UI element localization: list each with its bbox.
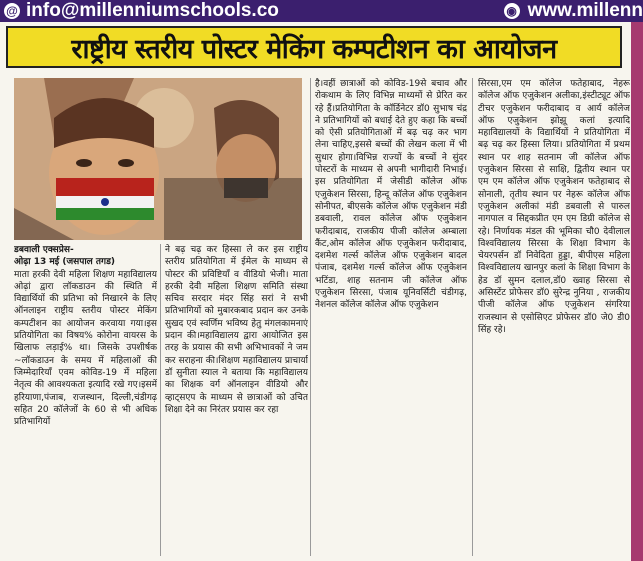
column-divider — [310, 78, 311, 556]
side-strip — [631, 22, 643, 561]
article-photo — [14, 78, 302, 240]
article-column-1 — [14, 244, 157, 556]
contact-bar — [0, 0, 643, 22]
article-column-3 — [315, 78, 467, 556]
column-text: है।वहीं छात्राओं को कोविड-19से बचाव और रोकथाम के लिए विभिन्न माध्यमों से प्रेरित कर रहे हैं।प्रतियोगिता के कॉर्डिनेटर डॉ0 सुभाष चंद्र ने प्रतिभागियों को बधाई देते हुए कहा कि बच्चों को ऐसी प्रतियोगिताओं में बढ़ चढ़ कर भाग लेना चाहिए,इससे बच्चों की लेखन कला में भी सुधार होगा।विभिन्न राज्यों के बच्चों ने सुंदर पोस्टरों के माध्यम से अपनी भागीदारी निभाई। इस प्रतियोगिता में जेसीडी कॉलेज ऑफ एजुकेशन सिरसा, हिन्दू कॉलेज ऑफ एजुकेशन सोनीपत, बीएसके कॉलेज ऑफ एजुकेशन मंडी डबवाली, रावल कॉलेज ऑफ एजुकेशन फरीदाबाद, राजकीय पीजी कॉलेज अम्बाला कैंट,ओम कॉलेज ऑफ एजुकेशन फरीदाबाद, दशमेश गर्ल्स कॉलेज ऑफ एजुकेशन बादल पंजाब, दशमेश गर्ल्स कॉलेज ऑफ एजुकेशन भटिंडा, शाह सतनाम जी कॉलेज ऑफ एजुकेशन सिरसा, पंजाब यूनिवर्सिटी चंडीगढ़, नेशनल कॉलेज कॉलेज ऑफ एजुकेशन — [315, 79, 467, 311]
globe-icon: ◉ — [504, 3, 520, 19]
article-column-4 — [478, 78, 630, 556]
article-column-2 — [165, 244, 308, 556]
byline: डबवाली एक्सप्रेस- — [14, 245, 74, 255]
email-icon: @ — [4, 3, 20, 19]
poster-illustration — [14, 78, 302, 240]
article-headline: राष्ट्रीय स्तरीय पोस्टर मेकिंग कम्पटीशन का आयोजन — [6, 26, 622, 68]
contact-website[interactable]: www.millenn — [527, 0, 643, 21]
column-text: माता हरकी देवी महिला शिक्षण महाविद्यालय ओढ़ां द्वारा लॉकडाउन की स्थिति में विद्यार्थियों की प्रतिभा को निखारने के लिए ऑनलाइन राष्ट्रीय स्तरीय पोस्टर मेकिंग कम्पटीशन का आयोजन करवाया गया।इस प्रतियोगिता का विषय% कोरोना वायरस के खिलाफ लड़ाई% था। जिसके उपशीर्षक ~लॉकडाउन के समय में महिलाओं की जिम्मेदारियाँ एवम कोविड-19 में महिला नेतृत्व की आवश्यकता इत्यादि रखे गए।इसमें हरियाणा,पंजाब, राजस्थान, दिल्ली,चंडीगढ़ सहित 20 कॉलेजों के 60 से भी अधिक प्रतिभागियों — [14, 269, 157, 428]
column-divider — [472, 78, 473, 556]
column-text: सिरसा,एम एम कॉलेज फतेहाबाद, नेहरू कॉलेज ऑफ एजुकेशन अलीका,इंस्टीट्यूट ऑफ टीचर एजुकेशन फरीदाबाद व आर्य कॉलेज ऑफ एजुकेशन झोझू कलां इत्यादि महाविद्यालयों के विद्यार्थियों ने प्रतियोगिता में बढ़ चढ़ कर हिस्सा लिया। प्रतियोगिता में प्रथम स्थान पर शाह सतनाम जी कॉलेज ऑफ एजुकेशन सिरसा से साक्षि, द्वितीय स्थान पर एम एम कॉलेज ऑफ एजुकेशन फतेहाबाद से सोनाली, तृतीय स्थान पर नेहरू कॉलेज ऑफ एजुकेशन अलीकां मंडी डबवाली से पारुल नागपाल व सिद्दकप्रीत एम एम डिग्री कॉलेज से रहे। निर्णायक मंडल की भूमिका चौ0 देवीलाल विश्वविद्यालय सिरसा के शिक्षा विभाग के चेयरपर्सन डॉ निवेदिता हुड्डा, बीपीएस महिला विश्वविद्यालय खानपुर कलां के शिक्षा विभाग के हेड डॉ सुमन दलाल,डॉ0 ख्वाह सिरसा से असिस्टेंट प्रोफेसर डॉ0 सुरेन्द्र नुनिया , राजकीय पीजी कॉलेज ऑफ एजुकेशन संगरिया राजस्थान से एसोसिएट प्रोफेसर डॉ0 जे0 डी0 सिंह रहे। — [478, 79, 630, 335]
dateline: ओढ़ा 13 मई (जसपाल तगड) — [14, 257, 116, 268]
contact-email[interactable]: info@millenniumschools.co — [26, 0, 279, 21]
column-divider — [160, 244, 161, 556]
column-text: ने बढ़ चढ़ कर हिस्सा ले कर इस राष्ट्रीय स्तरीय प्रतियोगिता में ईमेल के माध्यम से पोस्टर की प्रविष्टियाँ व वीडियो भेजी। माता हरकी देवी महिला शिक्षण समिति संस्था सचिव सरदार मंदर सिंह सरां ने सभी प्रतिभागियों को मुबारकबाद प्रदान कर उनके सुखद एवं स्वर्णिम भविष्य हेतु मंगलकामनाएं प्रदान की।महाविद्यालय द्वारा आयोजित इस तरह के प्रयास की सभी अभिभावकों ने जम कर सराहना की।शिक्षण महाविद्यालय प्राचार्या डॉ सुनीता स्याल ने बताया कि महाविद्यालय का शिक्षक वर्ग ऑनलाइन वीडियो और व्हाट्सएप के माध्यम से छात्राओं को उचित शिक्षा देने का निरंतर प्रयास कर रहा — [165, 245, 308, 415]
